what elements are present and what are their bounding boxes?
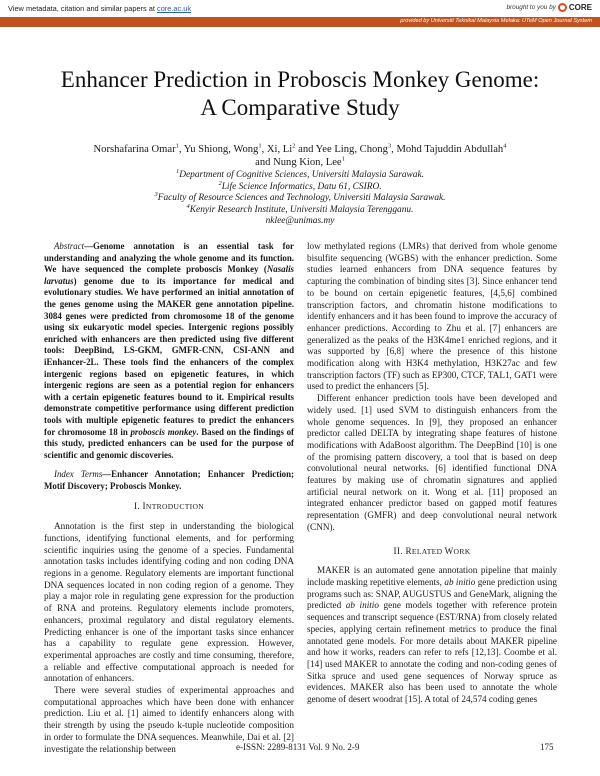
section-number: II. bbox=[393, 545, 403, 556]
abstract bbox=[44, 241, 294, 461]
core-logo-icon bbox=[558, 3, 567, 12]
footer-page-number: 175 bbox=[540, 742, 554, 752]
section-title-initial: R bbox=[405, 545, 412, 556]
section-title-rest: NTRODUCTION bbox=[145, 502, 205, 512]
index-terms-text: Enhancer Annotation; Enhancer Prediction; Motif Discovery; Proboscis Monkey. bbox=[44, 469, 294, 491]
author-email[interactable]: nklee@unimas.my bbox=[265, 216, 335, 226]
author-name: Norshafarina Omar bbox=[93, 144, 176, 155]
footer-issn: e-ISSN: 2289-8131 Vol. 9 No. 2-9 bbox=[236, 742, 360, 752]
author-name: and Yee Ling, Chong bbox=[298, 144, 388, 155]
affil-text: Department of Cognitive Sciences, Universiti Malaysia Sarawak. bbox=[179, 170, 424, 180]
core-metadata-prefix: View metadata, citation and similar papers at bbox=[8, 4, 157, 13]
intro-paragraph-2: There were several studies of experimental approaches and computational approaches which have been done with enhancer prediction. Liu et al. [1] aimed to identify enhancers along with their strength by using the pseudo k-tuple nucleotide composition in order to formulate the DNA sequences. Meanwhile, Dai et al. [2] investigate the relationship between bbox=[44, 685, 294, 754]
section-title-rest: ELATED bbox=[411, 546, 445, 556]
affiliation-3 bbox=[30, 190, 570, 205]
paper-title-line-2: A Comparative Study bbox=[200, 95, 400, 120]
abstract-text: ) genome due to its importance for medical and evolutionary studies. We have performed an initial annotation of the genes genome using the MAKER gene annotation pipeline. 3084 genes were predicted from chromosome 18 of the genome using six eukaryotic model species. Intergenic regions possibly enriched with enhancers are then predicted using five different tools: DeepBind, LS-GKM, GMFR-CNN, CSI-ANN and iEnhancer-2L. These tools find the enhancers of the complex intergenic regions based on epigenetic features, in which intergenic regions are seen as a potential region for enhancers with a certain epigenetic features bound to it. Empirical results demonstrate competitive performance using different prediction tools with multiple epigenetic features to predict the enhancers for chromosome 18 in bbox=[44, 275, 294, 437]
index-terms-dash: — bbox=[102, 469, 112, 480]
affil-text: Faculty of Resource Sciences and Technology, Universiti Malaysia Sarawak. bbox=[157, 193, 446, 203]
abstract-text: . Based on the findings of this study, predicted enhancers can be used for the purpose of scientific and genomic discoveries. bbox=[44, 426, 295, 460]
paragraph-text: gene prediction using programs such as: SNAP, AUGUSTUS and GeneMark, aligning the predicted bbox=[307, 576, 557, 611]
author-list: Norshafarina Omar$^1$, Yu Shiong, Wong$^1$, Xi, Li$^2$ and Yee Ling, Chong$^3$, Mohd Tajuddin Abdullah$^4$ bbox=[93, 142, 507, 155]
affil-number: 1 bbox=[176, 167, 180, 175]
section-title-initial: W bbox=[444, 545, 454, 556]
abstract-dash: — bbox=[84, 241, 93, 251]
affil-text: Kenyir Research Institute, Universiti Malaysia Terengganu. bbox=[189, 204, 414, 215]
section-title-rest: ORK bbox=[453, 546, 471, 556]
intro-paragraph-1: Annotation is the first step in understanding the biological functions, identifying functional elements, and for performing scientific inquiries using the genome of a species. Fundamental annotation tasks includes identifying coding and non coding DNA regions in a genome. Regulatory elements are important functional DNA sequences located in non coding region of a genome. They play a major role in regulating gene expression for the production of RNA and proteins. Regulatory elements include promoters, enhancers, proximal regulatory and distal regulatory elements. Predicting enhancer is one of the important tasks since enhancer has a capability to regulate gene expression. However, experimental approaches are costly and time consuming, therefore, a reliable and effective computational approach is needed for annotation of enhancers. bbox=[44, 521, 294, 684]
affil-number: 3 bbox=[154, 190, 158, 198]
affil-number: 2 bbox=[218, 179, 222, 187]
index-terms bbox=[44, 469, 294, 492]
affiliation-2 bbox=[30, 179, 570, 194]
affiliation-4 bbox=[30, 202, 570, 217]
author-affil-mark: 4 bbox=[503, 142, 507, 150]
section-title-initial: I bbox=[142, 501, 146, 512]
author-list-continued bbox=[30, 156, 570, 169]
core-provider-bar bbox=[0, 17, 600, 27]
author-affil-mark: 1 bbox=[175, 142, 179, 150]
author-name: Xi, Li bbox=[266, 144, 293, 155]
author-name: Mohd Tajuddin Abdullah bbox=[396, 144, 504, 155]
core-provider-text: provided by Universiti Teknikal Malaysia Melaka: UTeM Open Journal System bbox=[400, 18, 592, 24]
core-metadata-text bbox=[8, 4, 191, 13]
paper-title-line-1: Enhancer Prediction in Proboscis Monkey Genome: bbox=[60, 67, 540, 92]
right-column bbox=[307, 241, 557, 706]
paragraph-text: MAKER is an automated gene annotation pipeline that mainly include masking repetitive elements, bbox=[307, 565, 557, 587]
right-paragraph-2: Different enhancer prediction tools have been developed and widely used. [1] used SVM to distinguish enhancers from the whole genome sequences. In [9], they proposed an enhancer predictor called DELTA by integrating shape features of histone modifications with AdaBoost algorithm. The DeepBind [10] is one of the promising pattern discovery, a tool that is based on deep convolutional neural networks. [6] identified functional DNA features by making use of chromatin signatures and applied artificial neural network on it. Wong et al. [11] proposed an integrated enhancer predictor based on gapped motif features representation (GMFR) and deep convolutional neural network (CNN). bbox=[307, 393, 557, 532]
core-brand[interactable] bbox=[506, 3, 592, 12]
abstract-species: Nasalis larvatus bbox=[44, 264, 294, 286]
section-number: I. bbox=[133, 501, 140, 512]
abstract-lead: Abstract bbox=[54, 241, 85, 251]
author-affil-mark: 2 bbox=[292, 142, 296, 150]
affiliation-1 bbox=[30, 167, 570, 182]
index-terms-lead: Index Terms bbox=[54, 469, 103, 480]
core-brought-text: brought to you by bbox=[506, 4, 556, 11]
paragraph-italic: ab initio bbox=[345, 600, 379, 611]
abstract-species: proboscis monkey bbox=[130, 426, 197, 437]
section-heading-related-work bbox=[307, 546, 557, 558]
author-affil-mark: 1 bbox=[341, 155, 345, 163]
abstract-text: Genome annotation is an essential task for understanding and analyzing the whole genome and its function. We have sequenced the complete proboscis Monkey ( bbox=[44, 241, 294, 275]
core-link[interactable]: core.ac.uk bbox=[157, 4, 192, 13]
paragraph-italic: ab initio bbox=[444, 576, 476, 587]
core-name: CORE bbox=[568, 3, 592, 12]
author-affil-mark: 1 bbox=[258, 142, 262, 150]
affil-text: Life Science Informatics, Datu 61, CSIRO. bbox=[221, 181, 382, 192]
paragraph-text: gene models together with reference protein sequences and transcript sequence (EST/RNA) from closely related species, applying certain refinement metrics to produce the final annotated gene models. For more details about MAKER pipeline and how it works, readers can refer to refs [12,13]. Coombe et al. [14] used MAKER to annotate the coding and non-coding genes of Sitka spruce and used gene sequences of Norway spruce as evidences. MAKER also has been used to annotate the whole genome of desert woodrat [15]. A total of 24,574 coding genes bbox=[307, 600, 557, 705]
affil-number: 4 bbox=[186, 202, 190, 210]
related-work-paragraph-1 bbox=[307, 565, 557, 705]
author-affil-mark: 3 bbox=[387, 142, 392, 150]
section-heading-introduction bbox=[44, 501, 294, 513]
right-paragraph-1: low methylated regions (LMRs) that derived from whole genome bisulfite sequencing (WGBS) with the enhancer prediction. Some studies learned enhancers from DNA sequence features by capturing the combination of binding sites [3]. Since enhancer tend to be bound on certain epigenetic features, [4,5,6] combined transcription factors, and chromatin histone modifications to identify enhancers and it has been found to improve the accuracy of enhancer predictions. According to Zhu et al. [7] enhancers are generalized as the peaks of the H3K4me1 enriched regions, and it was supported by [6,8] where the presence of this histone modification along with H3K4 methylation, H3K27ac and few transcription factors (TF) such as EP300, CTCF, TAL1, GAT1 were used to predict the enhancers [5]. bbox=[307, 241, 557, 392]
author-name: and Nung Kion, Lee bbox=[255, 157, 342, 168]
left-column bbox=[44, 241, 294, 755]
author-name: Yu Shiong, Wong bbox=[183, 144, 259, 155]
core-banner bbox=[0, 0, 600, 17]
